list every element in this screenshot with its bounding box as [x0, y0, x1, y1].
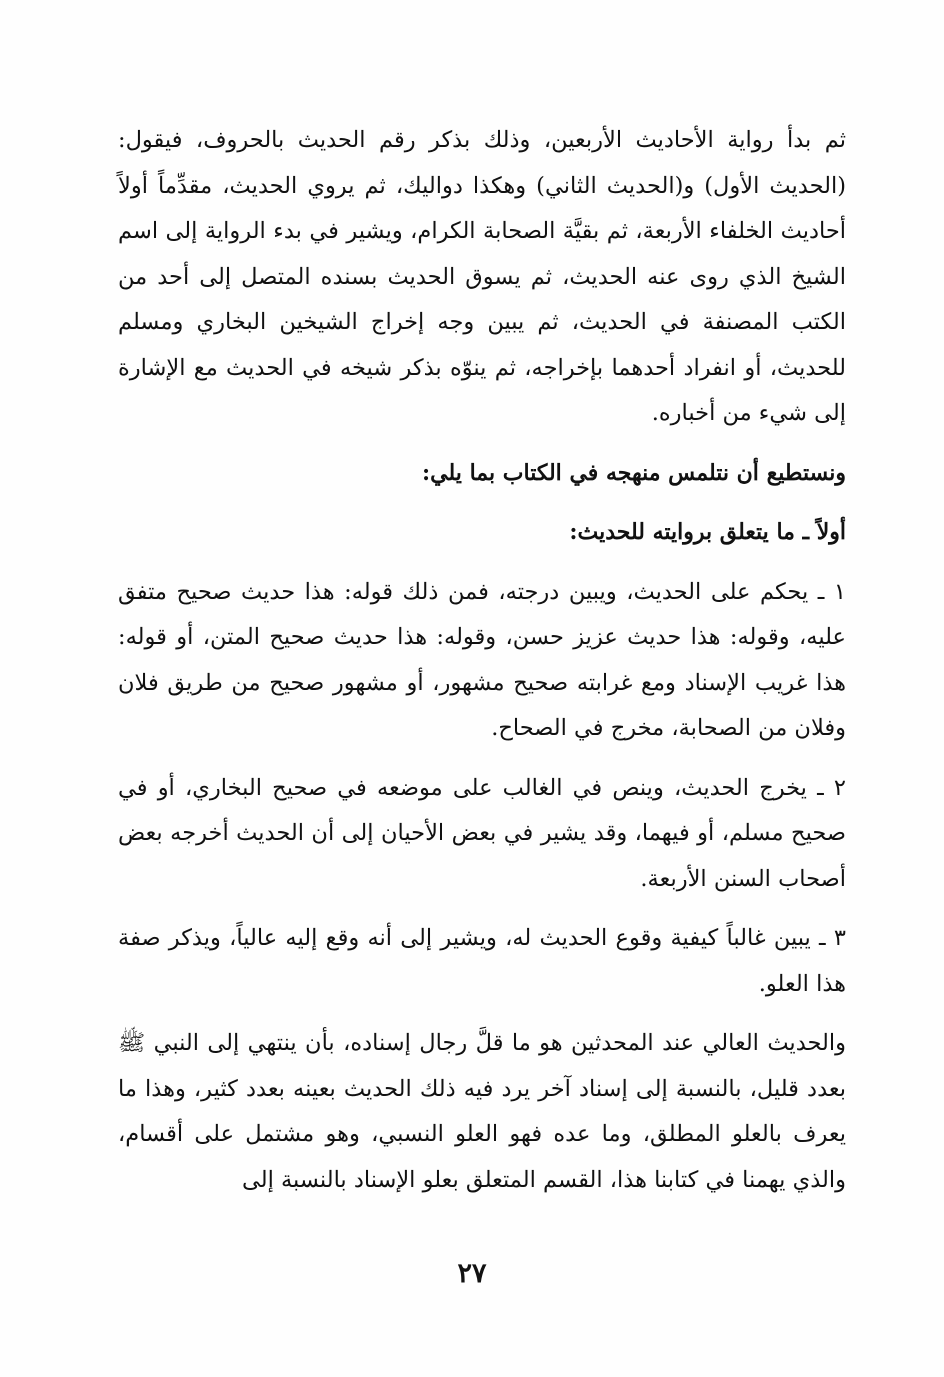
list-item-3: ٣ ـ يبين غالباً كيفية وقوع الحديث له، ويشير إلى أنه وقع إليه عالياً، ويذكر صفة هذا العلو.: [118, 925, 846, 997]
page-number: ٢٧: [457, 1258, 487, 1289]
list-item-2: ٢ ـ يخرج الحديث، وينص في الغالب على موضعه في صحيح البخاري، أو في صحيح مسلم، أو فيهما، وقد يشير في بعض الأحيان إلى أن الحديث أخرجه بعض أصحاب السنن الأربعة.: [118, 774, 846, 892]
section-heading-first: أولاً ـ ما يتعلق بروايته للحديث:: [569, 519, 846, 545]
intro-paragraph: ثم بدأ رواية الأحاديث الأربعين، وذلك بذكر رقم الحديث بالحروف، فيقول: (الحديث الأول) و(الحديث الثاني) وهكذا دواليك، ثم يروي الحديث، مقدِّماً أولاً أحاديث الخلفاء الأربعة، ثم بقيَّة الصحابة الكرام، ويشير في بدء الرواية إلى اسم الشيخ الذي روى عنه الحديث، ثم يسوق الحديث بسنده المتصل إلى أحد من الكتب المصنفة في الحديث، ثم يبين وجه إخراج الشيخين البخاري ومسلم للحديث، أو انفراد أحدهما بإخراجه، ثم ينوّه بذكر شيخه في الحديث مع الإشارة إلى شيء من أخباره.: [118, 127, 846, 426]
list-item-1: ١ ـ يحكم على الحديث، ويبين درجته، فمن ذلك قوله: هذا حديث صحيح متفق عليه، وقوله: هذا حديث عزيز حسن، وقوله: هذا حديث صحيح المتن، أو قوله: هذا غريب الإسناد ومع غرابته صحيح مشهور، أو مشهور صحيح من طريق فلان وفلان من الصحابة، مخرج في الصحاح.: [118, 578, 846, 741]
closing-paragraph: والحديث العالي عند المحدثين هو ما قلَّ رجال إسناده، بأن ينتهي إلى النبي ﷺ بعدد قليل، بالنسبة إلى إسناد آخر يرد فيه ذلك الحديث بعينه بعدد كثير، وهذا ما يعرف بالعلو المطلق، وما عده فهو العلو النسبي، وهو مشتمل على أقسام، والذي يهمنا في كتابنا هذا، القسم المتعلق بعلو الإسناد بالنسبة إلى: [118, 1030, 846, 1193]
method-heading: ونستطيع أن نتلمس منهجه في الكتاب بما يلي:: [422, 459, 846, 486]
body-text: [118, 118, 846, 1203]
